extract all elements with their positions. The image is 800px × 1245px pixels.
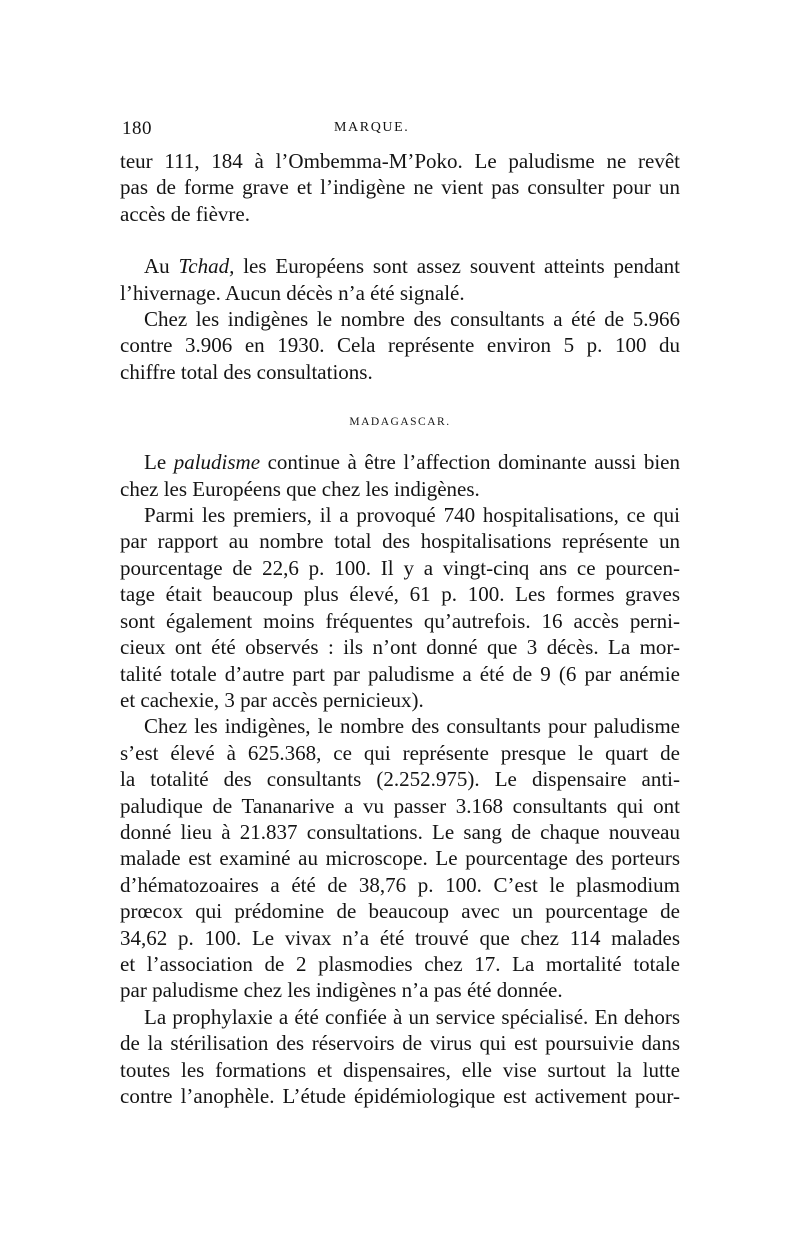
text-line: malade est examiné au microscope. Le pourcentage des porteurs xyxy=(120,846,680,871)
text-line: 34,62 p. 100. Le vivax n’a été trouvé que chez 114 malades xyxy=(120,925,680,950)
paragraph-5 xyxy=(120,502,680,713)
page-number: 180 xyxy=(122,118,152,139)
page-header xyxy=(122,118,680,144)
text-run: les Européens sont assez souvent atteints pendant xyxy=(234,254,680,279)
text-line: sont également moins fréquentes qu’autrefois. 16 accès perni- xyxy=(120,608,680,633)
paragraph-4 xyxy=(120,449,680,502)
text-line: et cachexie, 3 par accès pernicieux). xyxy=(120,687,424,712)
text-line: de la stérilisation des réservoirs de virus qui est poursuivie dans xyxy=(120,1031,680,1056)
text-line: d’hématozoaires a été de 38,76 p. 100. C’est le plasmodium xyxy=(120,872,680,897)
paragraph-1 xyxy=(120,148,680,227)
text-line: par paludisme chez les indigènes n’a pas été donnée. xyxy=(120,978,563,1003)
term-paludisme: paludisme xyxy=(173,450,261,475)
text-line: cieux ont été observés : ils n’ont donné que 3 décès. La mor- xyxy=(120,635,680,660)
text-line: Chez les indigènes le nombre des consultants a été de 5.966 xyxy=(144,307,680,332)
text-line: la totalité des consultants (2.252.975). Le dispensaire anti- xyxy=(120,767,680,792)
section-title: MADAGASCAR. xyxy=(349,416,451,429)
text-line: Parmi les premiers, il a provoqué 740 hospitalisations, ce qui xyxy=(144,503,680,528)
text-line xyxy=(120,253,680,279)
text-line: contre 3.906 en 1930. Cela représente environ 5 p. 100 du xyxy=(120,333,680,358)
paragraph-2 xyxy=(120,253,680,306)
place-name-tchad: Tchad, xyxy=(178,254,235,279)
text-line: paludique de Tananarive a vu passer 3.168 consultants qui ont xyxy=(120,793,680,818)
text-run: Le xyxy=(144,450,174,475)
paragraph-6 xyxy=(120,713,680,1003)
text-line: talité totale d’autre part par paludisme a été de 9 (6 par anémie xyxy=(120,661,680,686)
text-line: et l’association de 2 plasmodies chez 17. La mortalité totale xyxy=(120,951,680,976)
text-line: chiffre total des consultations. xyxy=(120,359,373,384)
text-line: l’hivernage. Aucun décès n’a été signalé. xyxy=(120,280,465,305)
text-line: pourcentage de 22,6 p. 100. Il y a vingt-cinq ans ce pourcen- xyxy=(120,555,680,580)
paragraph-3 xyxy=(120,306,680,385)
text-line xyxy=(120,449,680,475)
text-run: continue à être l’affection dominante aussi bien xyxy=(260,450,680,475)
text-line: Chez les indigènes, le nombre des consultants pour paludisme xyxy=(144,714,680,739)
running-head: MARQUE. xyxy=(334,120,410,135)
text-line: La prophylaxie a été confiée à un service spécialisé. En dehors xyxy=(144,1004,680,1029)
text-line: pas de forme grave et l’indigène ne vient pas consulter pour un xyxy=(120,175,680,200)
text-line: contre l’anophèle. L’étude épidémiologique est activement pour- xyxy=(120,1084,680,1108)
text-line: donné lieu à 21.837 consultations. Le sang de chaque nouveau xyxy=(120,819,680,844)
paragraph-7 xyxy=(120,1004,680,1110)
text-line: par rapport au nombre total des hospitalisations représente un xyxy=(120,529,680,554)
text-line: toutes les formations et dispensaires, elle vise surtout la lutte xyxy=(120,1057,680,1082)
text-line: accès de fièvre. xyxy=(120,201,250,226)
text-run: Au xyxy=(144,254,179,279)
body-text xyxy=(120,148,680,1109)
text-line: s’est élevé à 625.368, ce qui représente presque le quart de xyxy=(120,740,680,765)
text-line: teur 111, 184 à l’Ombemma-M’Poko. Le paludisme ne revêt xyxy=(120,149,680,173)
text-line: prœcox qui prédomine de beaucoup avec un pourcentage de xyxy=(120,899,680,924)
text-line: tage était beaucoup plus élevé, 61 p. 100. Les formes graves xyxy=(120,582,680,607)
text-line: chez les Européens que chez les indigènes. xyxy=(120,476,480,501)
